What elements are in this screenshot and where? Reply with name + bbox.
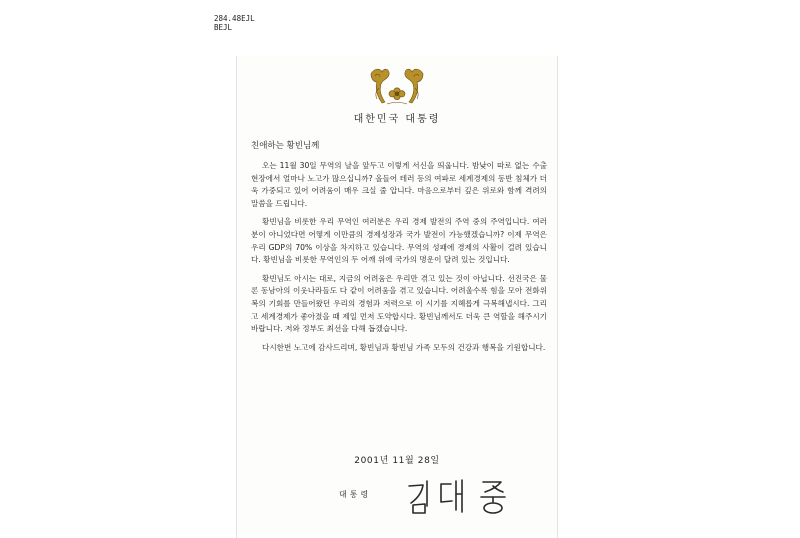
letter-header: 대한민국 대통령 bbox=[353, 114, 441, 125]
paragraph: 황빈님을 비롯한 우리 무역인 여러분은 우리 경제 발전의 주역 중의 주역입니다. 여러분이 아니었다면 어떻게 이만큼의 경제성장과 국가 발전이 가능했겠습니까? 이제 무역은 우리 GDP의 70% 이상을 차지하고 있습니다. 무역의 성패에 경제의 사활이 걸려 있습니다. 황빈님을 비롯한 무역인의 두 어깨 위에 국가의 명운이 달려 있는 것입니다. bbox=[251, 217, 547, 265]
phoenix-left-icon bbox=[371, 69, 389, 103]
archive-code-line-2: BEJL bbox=[214, 23, 233, 32]
rose-of-sharon-icon bbox=[387, 88, 407, 104]
archive-code bbox=[214, 14, 255, 32]
salutation: 친애하는 황빈님께 bbox=[251, 141, 320, 151]
handwritten-signature bbox=[405, 476, 525, 516]
letter-date: 2001년 11월 28일 bbox=[354, 456, 440, 466]
paragraph: 다시한번 노고에 감사드리며, 황빈님과 황빈님 가족 모두의 건강과 행복을 기원합니다. bbox=[262, 342, 546, 352]
archive-code-line-1: 284.48EJL bbox=[214, 14, 255, 23]
paragraph: 황빈님도 아시는 대로, 지금의 어려움은 우리만 겪고 있는 것이 아닙니다. 선진국은 물론 동남아의 이웃나라들도 다 같이 어려움을 겪고 있습니다. 어려울수록 힘을 모아 전화위복의 기회를 만들어왔던 우리의 경험과 저력으로 이 시기를 지혜롭게 극복해냅시다. 그리고 세계경제가 좋아졌을 때 제일 먼저 도약합시다. 황빈님께서도 더욱 큰 역할을 해주시기 바랍니다. 저와 정부도 최선을 다해 돕겠습니다. bbox=[251, 273, 547, 334]
signature-title: 대통령 bbox=[339, 490, 372, 499]
letter-page bbox=[237, 56, 557, 538]
paragraph: 오는 11월 30일 무역의 날을 앞두고 이렇게 서신을 띄웁니다. 밤낮이 따로 없는 수출현장에서 얼마나 노고가 많으십니까? 올들어 테러 등의 여파로 세계경제의 동반 침체가 더욱 가중되고 있어 어려움이 매우 크실 줄 압니다. 마음으로부터 깊은 위로와 함께 격려의 말씀을 드립니다. bbox=[251, 161, 547, 208]
presidential-phoenix-seal-icon bbox=[365, 64, 429, 108]
phoenix-right-icon bbox=[405, 69, 423, 103]
letter-body bbox=[251, 160, 547, 360]
